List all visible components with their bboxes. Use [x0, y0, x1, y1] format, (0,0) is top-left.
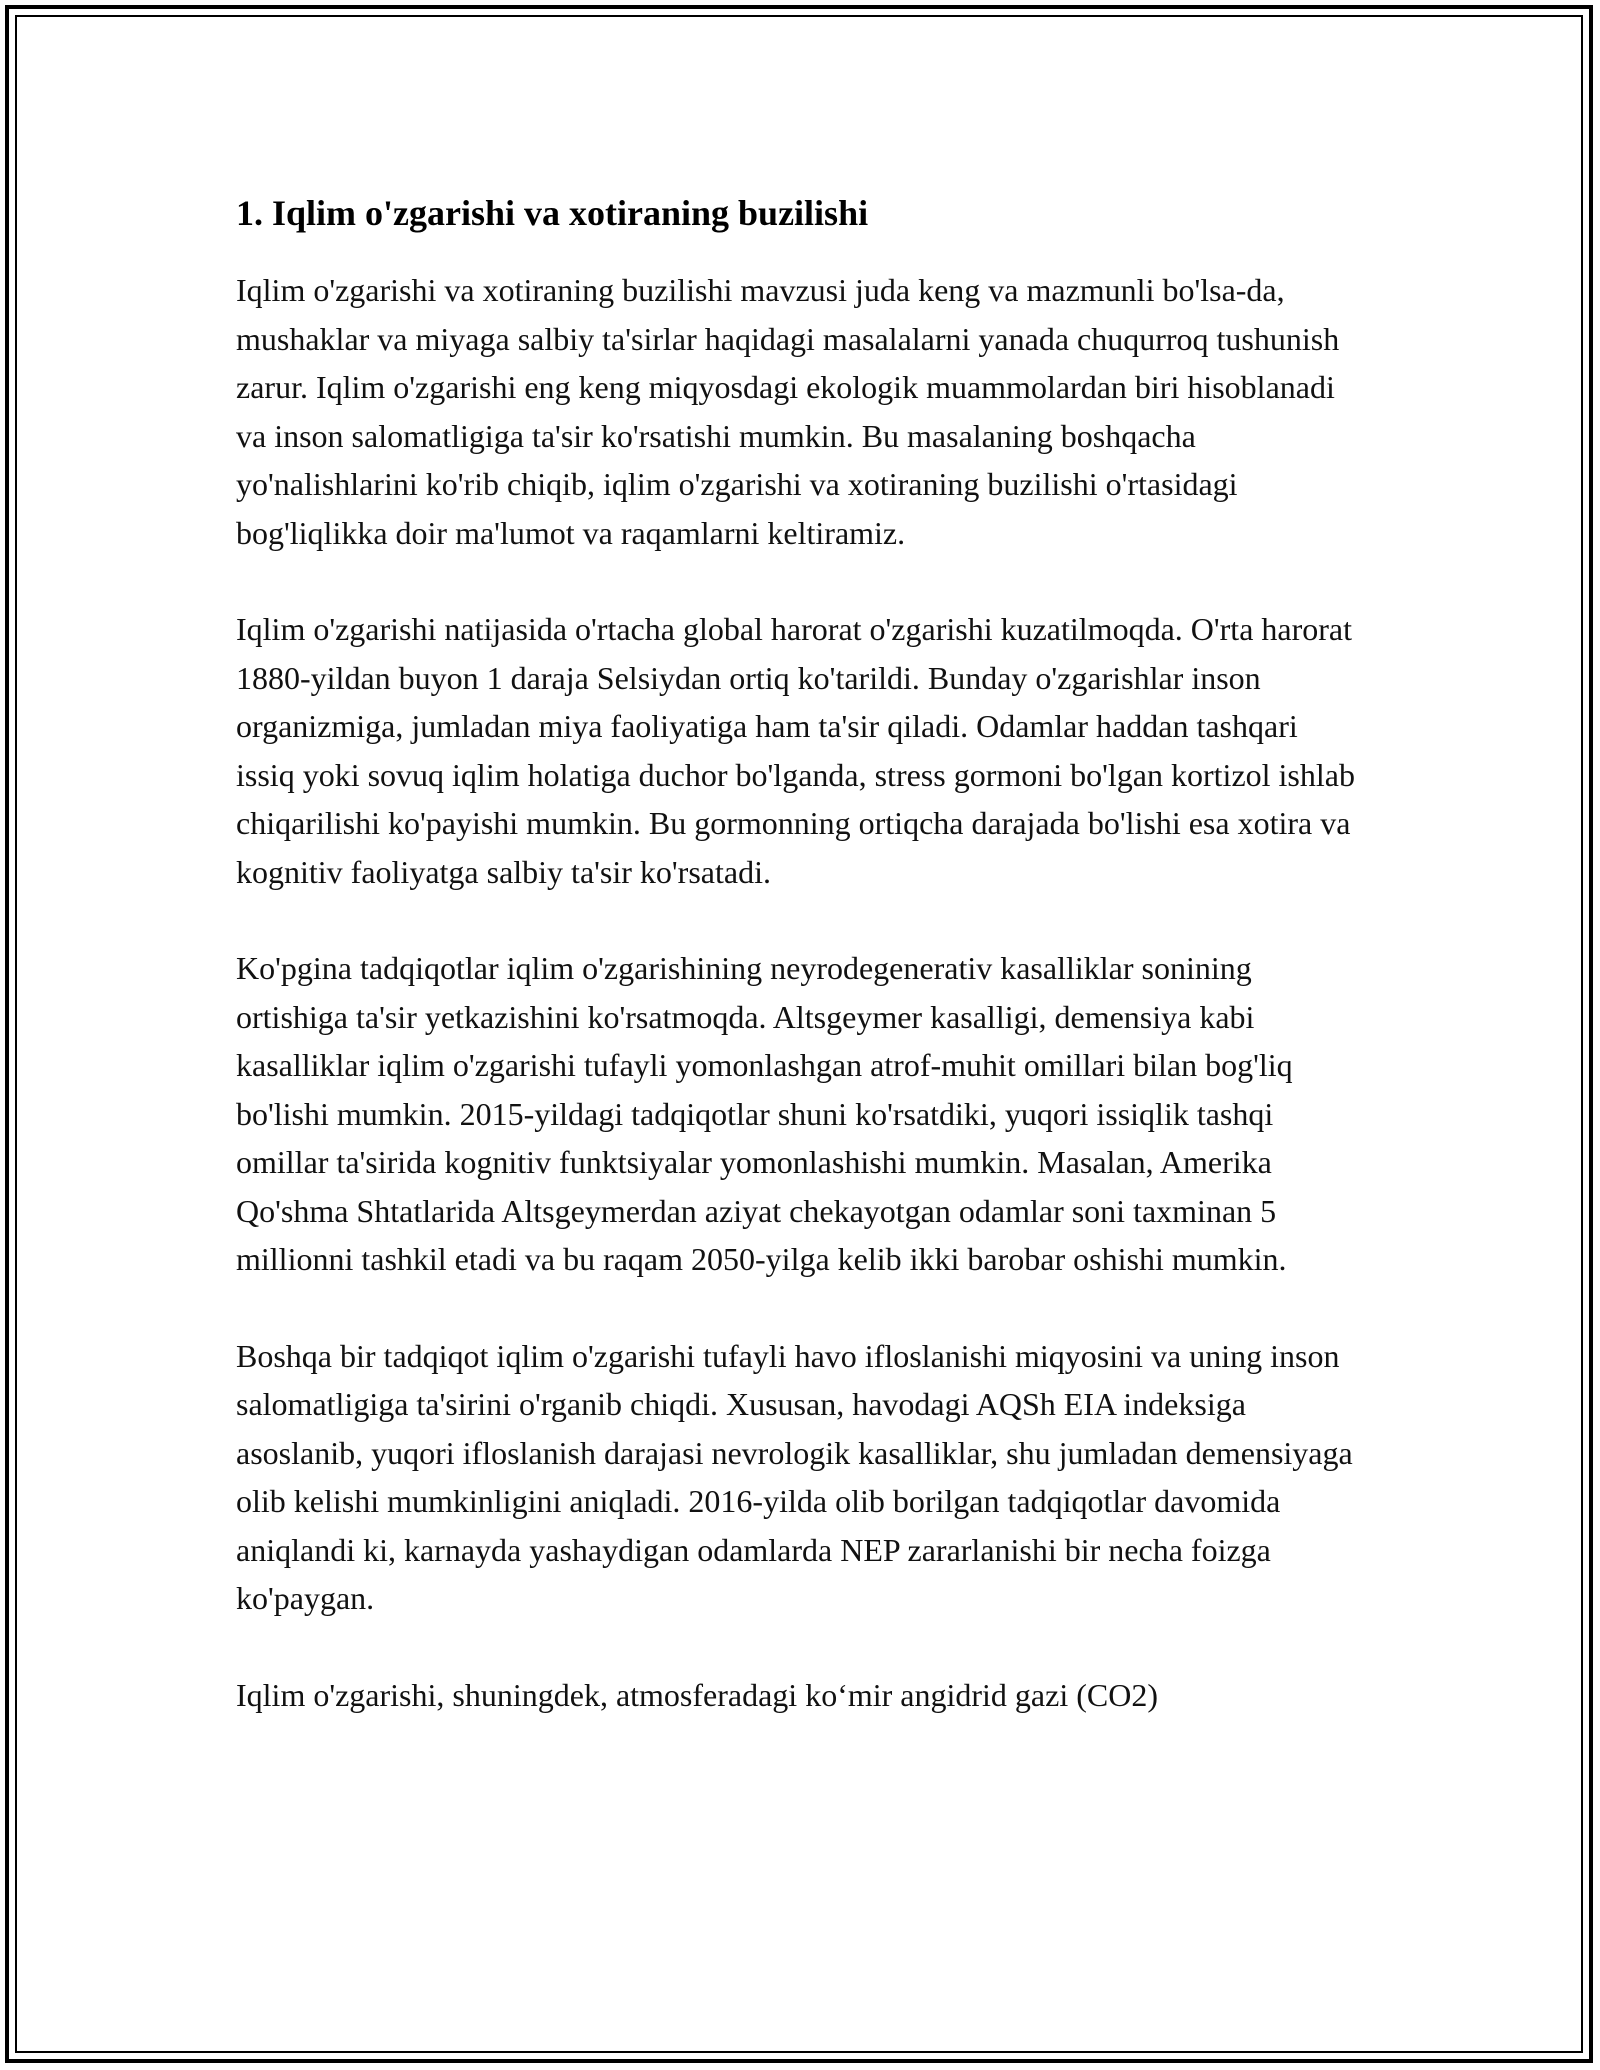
paragraph-3: Ko'pgina tadqiqotlar iqlim o'zgarishining neyrodegenerativ kasalliklar sonining ortishiga ta'sir yetkazishini ko'rsatmoqda. Altsgeymer kasalligi, demensiya kabi kasalliklar iqlim o'zgarishi tufayli yomonlashgan atrof-muhit omillari bilan bog'liq bo'lishi mumkin. 2015-yildagi tadqiqotlar shuni ko'rsatdiki, yuqori issiqlik tashqi omillar ta'sirida kognitiv funktsiyalar yomonlashishi mumkin. Masalan, Amerika Qo'shma Shtatlarida Altsgeymerdan aziyat chekayotgan odamlar soni taxminan 5 millionni tashkil etadi va bu raqam 2050-yilga kelib ikki barobar oshishi mumkin. [236, 950, 1293, 1277]
paragraph-5: Iqlim o'zgarishi, shuningdek, atmosferadagi ko‘mir angidrid gazi (CO2) [236, 1676, 1158, 1713]
document-body [236, 190, 1356, 1767]
paragraph-1: Iqlim o'zgarishi va xotiraning buzilishi mavzusi juda keng va mazmunli bo'lsa-da, mushaklar va miyaga salbiy ta'sirlar haqidagi masalalarni yanada chuqurroq tushunish zarur. Iqlim o'zgarishi eng keng miqyosdagi ekologik muammolardan biri hisoblanadi va inson salomatligiga ta'sir ko'rsatishi mumkin. Bu masalaning boshqacha yo'nalishlarini ko'rib chiqib, iqlim o'zgarishi va xotiraning buzilishi o'rtasidagi bog'liqlikka doir ma'lumot va raqamlarni keltiramiz. [236, 272, 1340, 551]
paragraph-2: Iqlim o'zgarishi natijasida o'rtacha global harorat o'zgarishi kuzatilmoqda. O'rta harorat 1880-yildan buyon 1 daraja Selsiydan ortiq ko'tarildi. Bunday o'zgarishlar inson organizmiga, jumladan miya faoliyatiga ham ta'sir qiladi. Odamlar haddan tashqari issiq yoki sovuq iqlim holatiga duchor bo'lganda, stress gormoni bo'lgan kortizol ishlab chiqarilishi ko'payishi mumkin. Bu gormonning ortiqcha darajada bo'lishi esa xotira va kognitiv faoliyatga salbiy ta'sir ko'rsatadi. [236, 611, 1355, 890]
paragraph-4: Boshqa bir tadqiqot iqlim o'zgarishi tufayli havo ifloslanishi miqyosini va uning inson salomatligiga ta'sirini o'rganib chiqdi. Xususan, havodagi AQSh EIA indeksiga asoslanib, yuqori ifloslanish darajasi nevrologik kasalliklar, shu jumladan demensiyaga olib kelishi mumkinligini aniqladi. 2016-yilda olib borilgan tadqiqotlar davomida aniqlandi ki, karnayda yashaydigan odamlarda NEP zararlanishi bir necha foizga ko'paygan. [236, 1337, 1353, 1616]
section-heading: 1. Iqlim o'zgarishi va xotiraning buzilishi [236, 193, 869, 233]
